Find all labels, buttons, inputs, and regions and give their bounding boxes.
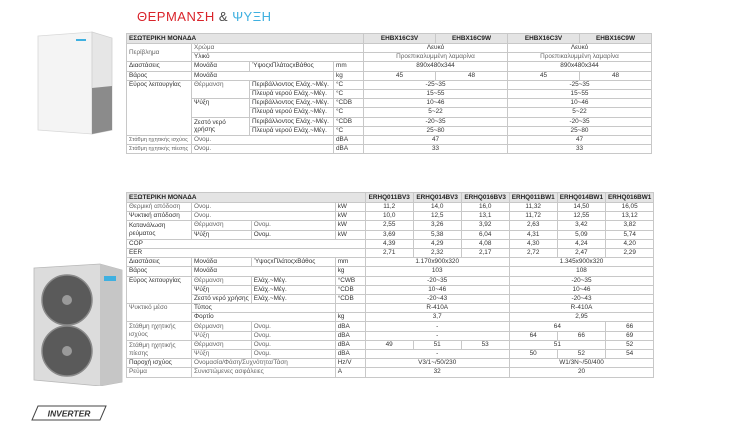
row-label: Στάθμη ηχητικής πίεσης (127, 340, 192, 358)
unit-label: °CWB (335, 276, 365, 285)
cell-value: 50 (509, 350, 557, 359)
sublabel-minmax: Ελάχ.~Μέγ. (295, 99, 329, 107)
model-label: ERHQ014BV3 (413, 193, 461, 203)
cell-value: -25~35 (364, 80, 508, 89)
cell-value: 66 (606, 322, 654, 331)
cell-value: 4,08 (461, 239, 509, 248)
row-sublabel: Χρώμα (192, 44, 364, 53)
cell-value: 5~22 (508, 108, 652, 117)
unit-label: °CDB (334, 117, 364, 126)
cell-value: W1/3N~/50/400 (509, 359, 654, 368)
outdoor-header: ΕΞΩΤΕΡΙΚΗ ΜΟΝΑΔΑ (127, 193, 366, 203)
cell-value: 5,38 (413, 230, 461, 239)
cell-value: -20~43 (509, 294, 654, 303)
row-sublabel: Ονομ. (251, 230, 335, 239)
row-sublabel: Ψύξη (192, 331, 252, 340)
cell-value: -20~35 (509, 276, 654, 285)
table-row (127, 62, 652, 71)
cell-value: 51 (413, 340, 461, 349)
table-row (127, 239, 654, 248)
cell-value: 3,92 (461, 221, 509, 230)
row-sublabel: Ζεστό νερό χρήσης (192, 294, 252, 303)
unit-label: A (335, 368, 365, 377)
row-label: Ρεύμα (127, 368, 192, 377)
row-sublabel: ΎψοςxΠλάτοςxΒάθος (251, 258, 335, 267)
row-sublabel: Ονομ. (251, 350, 335, 359)
unit-label: °CDB (335, 285, 365, 294)
sublabel-water: Πλευρά νερού (252, 126, 292, 134)
cell-value: 4,39 (365, 239, 413, 248)
table-row (127, 203, 654, 212)
sublabel-ambient: Περιβάλλοντος (252, 80, 295, 88)
cell-value: 52 (606, 340, 654, 349)
cell-value: 54 (606, 350, 654, 359)
cell-value: 4,30 (509, 239, 557, 248)
table-row (127, 248, 654, 257)
table-row (127, 135, 652, 144)
unit-label: dBA (335, 331, 365, 340)
cell-value: 16,05 (606, 203, 654, 212)
unit-label: dBA (334, 145, 364, 154)
cell-value: R-410A (509, 304, 654, 313)
cell-value: 69 (606, 331, 654, 340)
cell-value: 3,69 (365, 230, 413, 239)
model-label: EHBX16C3V (508, 34, 580, 44)
cell-value: Προεπικαλυμμένη λαμαρίνα (364, 53, 508, 62)
cell-value: 2,17 (461, 248, 509, 257)
cell-value: 15~55 (364, 89, 508, 98)
row-label: Στάθμη ηχητικής ισχύος (127, 135, 192, 144)
cell-value: 10~46 (364, 99, 508, 108)
model-label: ERHQ011BV3 (365, 193, 413, 203)
sublabel-water: Πλευρά νερού (252, 90, 292, 98)
row-sublabel: Ονομ. (251, 331, 335, 340)
cell-value: -20~35 (365, 276, 509, 285)
cell-value: 4,24 (557, 239, 605, 248)
cell-value: 3,26 (413, 221, 461, 230)
table-row (127, 340, 654, 349)
sublabel-water: Πλευρά νερού (252, 108, 292, 116)
cell-value: Προεπικαλυμμένη λαμαρίνα (508, 53, 652, 62)
cell-value: 108 (509, 267, 654, 276)
row-sublabel: Ονομ. (192, 145, 334, 154)
table-row (127, 368, 654, 377)
indoor-header: ΕΣΩΤΕΡΙΚΗ ΜΟΝΑΔΑ (127, 34, 364, 44)
row-label: Ψυκτικό μέσο (127, 304, 192, 322)
unit-label: °CDB (335, 294, 365, 303)
table-row (127, 44, 652, 53)
table-row (127, 285, 654, 294)
row-label: Θερμική απόδοση (127, 203, 192, 212)
cell-value: 3,42 (557, 221, 605, 230)
cell-value: 25~80 (508, 126, 652, 135)
unit-label: dBA (335, 340, 365, 349)
table-row (127, 212, 654, 221)
row-sublabel: Ονομ. (251, 322, 335, 331)
table-row (127, 331, 654, 340)
table-row (127, 53, 652, 62)
row-label: Παροχή ισχύος (127, 359, 192, 368)
table-row (127, 294, 654, 303)
row-sublabel: Θέρμανση (192, 276, 252, 285)
unit-label: dBA (334, 135, 364, 144)
cell-value: 14,50 (557, 203, 605, 212)
cell-value: 4,20 (606, 239, 654, 248)
row-sublabel: Μονάδα (192, 258, 252, 267)
cell-value: 48 (436, 71, 508, 80)
unit-label: kW (335, 221, 365, 230)
row-sublabel: Μονάδα (192, 71, 334, 80)
row-label: Βάρος (127, 71, 192, 80)
row-sublabel: Ψύξη (192, 99, 250, 117)
table-row (127, 304, 654, 313)
unit-label: mm (334, 62, 364, 71)
title-ampersand: & (214, 9, 233, 24)
cell-value: 2,71 (365, 248, 413, 257)
table-row (127, 71, 652, 80)
row-sublabel: Ονομ. (192, 203, 336, 212)
cell-value: 2,29 (606, 248, 654, 257)
cell-value: 64 (509, 331, 557, 340)
cell-value: 5~22 (364, 108, 508, 117)
cell-value: 3,7 (365, 313, 509, 322)
cell-value: 14,0 (413, 203, 461, 212)
outdoor-unit-image (30, 262, 125, 386)
cell-value: 4,31 (509, 230, 557, 239)
unit-label: °C (334, 126, 364, 135)
sublabel-minmax: Ελάχ.~Μέγ. (295, 117, 329, 125)
cell-value: 2,32 (413, 248, 461, 257)
table-row (127, 276, 654, 285)
outdoor-spec-table (126, 192, 654, 378)
cell-value: 5,74 (606, 230, 654, 239)
cell-value: 4,29 (413, 239, 461, 248)
row-label: Διαστάσεις (127, 258, 192, 267)
row-sublabel: Μονάδα (192, 267, 336, 276)
table-row (127, 258, 654, 267)
table-row (127, 221, 654, 230)
row-sublabel: Ψύξη (192, 230, 252, 239)
cell-value: 2,47 (557, 248, 605, 257)
unit-label: kg (335, 267, 365, 276)
cell-value: 32 (365, 368, 509, 377)
row-sublabel: Συνιστώμενες ασφάλειες (192, 368, 336, 377)
unit-label (335, 304, 365, 313)
cell-value: - (365, 350, 509, 359)
unit-label: kW (335, 230, 365, 239)
svg-text:INVERTER: INVERTER (47, 408, 91, 419)
cell-value: 47 (364, 135, 508, 144)
table-row (127, 145, 652, 154)
unit-label: dBA (335, 322, 365, 331)
row-label: Ψυκτική απόδοση (127, 212, 192, 221)
sublabel-minmax: Ελάχ.~Μέγ. (295, 80, 329, 88)
cell-value: 16,0 (461, 203, 509, 212)
sublabel-ambient: Περιβάλλοντος (252, 99, 295, 107)
cell-value: R-410A (365, 304, 509, 313)
sublabel-minmax: Ελάχ.~Μέγ. (293, 126, 327, 134)
cell-value: V3/1~/50/230 (365, 359, 509, 368)
cell-value: 66 (557, 331, 605, 340)
cell-value: - (365, 331, 509, 340)
cell-value: 13,1 (461, 212, 509, 221)
unit-label: dBA (335, 350, 365, 359)
model-label: EHBX16C9W (580, 34, 652, 44)
indoor-unit-image (30, 30, 118, 138)
cell-value: 53 (461, 340, 509, 349)
table-row (127, 267, 654, 276)
cell-value: 12,5 (413, 212, 461, 221)
model-label: EHBX16C3V (364, 34, 436, 44)
cell-value: 15~55 (508, 89, 652, 98)
cell-value: Λευκό (508, 44, 652, 53)
cell-value: 2,72 (509, 248, 557, 257)
row-sublabel: Θέρμανση (192, 221, 252, 230)
row-label: Στάθμη ηχητικής ισχύος (127, 322, 192, 340)
cell-value: 10,0 (365, 212, 413, 221)
cell-value: 25~80 (364, 126, 508, 135)
cell-value: -20~35 (508, 117, 652, 126)
table-row (127, 322, 654, 331)
cell-value: -20~35 (364, 117, 508, 126)
cell-value: 51 (509, 340, 605, 349)
cell-value: - (365, 322, 509, 331)
title-cooling: ΨΥΞΗ (232, 9, 272, 24)
title-heating: ΘΕΡΜΑΝΣΗ (137, 9, 215, 24)
cell-value: 890x480x344 (508, 62, 652, 71)
row-sublabel: Τύπος (192, 304, 336, 313)
row-label: Εύρος λειτουργίας (127, 276, 192, 304)
cell-value: 5,09 (557, 230, 605, 239)
cell-value: 13,12 (606, 212, 654, 221)
unit-label: kg (334, 71, 364, 80)
row-sublabel: Ψύξη (192, 350, 252, 359)
row-label: Στάθμη ηχητικής πίεσης (127, 145, 192, 154)
row-sublabel: Ελάχ.~Μέγ. (251, 294, 335, 303)
table-row (127, 99, 652, 108)
row-sublabel: Φορτίο (192, 313, 336, 322)
unit-label: kW (335, 212, 365, 221)
cell-value: 3,82 (606, 221, 654, 230)
cell-value: 33 (364, 145, 508, 154)
cell-value: 2,95 (509, 313, 654, 322)
cell-value: 10~46 (509, 285, 654, 294)
model-label: ERHQ014BW1 (557, 193, 605, 203)
unit-label: kW (335, 203, 365, 212)
row-sublabel: Μονάδα (192, 62, 250, 71)
table-row (127, 193, 654, 203)
cell-value: 2,63 (509, 221, 557, 230)
row-sublabel: Ονομ. (251, 340, 335, 349)
sublabel-ambient: Περιβάλλοντος (252, 117, 295, 125)
row-sublabel: Ονομασία/Φάση/Συχνότητα/Τάση (192, 359, 336, 368)
cell-value: 890x480x344 (364, 62, 508, 71)
row-sublabel: Ονομ. (251, 221, 335, 230)
row-sublabel: Ψύξη (192, 285, 252, 294)
table-row (127, 350, 654, 359)
unit-label: kg (335, 313, 365, 322)
table-row (127, 34, 652, 44)
table-row (127, 359, 654, 368)
unit-label: °C (334, 80, 364, 89)
row-sublabel: Ελάχ.~Μέγ. (251, 285, 335, 294)
model-label: ERHQ016BV3 (461, 193, 509, 203)
table-row (127, 313, 654, 322)
cell-value: 2,55 (365, 221, 413, 230)
cell-value: 20 (509, 368, 654, 377)
unit-label: °C (334, 89, 364, 98)
cell-value: 45 (364, 71, 436, 80)
sublabel-minmax: Ελάχ.~Μέγ. (293, 108, 327, 116)
row-sublabel: Θέρμανση (192, 340, 252, 349)
cell-value: 10~46 (508, 99, 652, 108)
row-label: Διαστάσεις (127, 62, 192, 71)
cell-value: 11,72 (509, 212, 557, 221)
row-sublabel: Θέρμανση (192, 80, 250, 98)
cell-value: 12,55 (557, 212, 605, 221)
row-label: Εύρος λειτουργίας (127, 80, 192, 135)
page-title (137, 9, 272, 24)
unit-label: mm (335, 258, 365, 267)
row-label: Περίβλημα (127, 44, 192, 62)
row-sublabel: ΎψοςxΠλάτοςxΒάθος (250, 62, 334, 71)
unit-label: Hz/V (335, 359, 365, 368)
table-row (127, 117, 652, 126)
row-sublabel: Ονομ. (192, 135, 334, 144)
model-label: EHBX16C9W (436, 34, 508, 44)
cell-value: 45 (508, 71, 580, 80)
cell-value: 11,32 (509, 203, 557, 212)
cell-value: 6,04 (461, 230, 509, 239)
cell-value: -20~43 (365, 294, 509, 303)
row-label: Κατανάλωση ρεύματος (127, 221, 192, 239)
cell-value: 10~46 (365, 285, 509, 294)
indoor-spec-table (126, 33, 652, 154)
row-label: EER (127, 248, 366, 257)
cell-value: 64 (509, 322, 605, 331)
model-label: ERHQ016BW1 (606, 193, 654, 203)
unit-label: °C (334, 108, 364, 117)
row-sublabel: Ελάχ.~Μέγ. (251, 276, 335, 285)
cell-value: 1.170x900x320 (365, 258, 509, 267)
unit-label: °CDB (334, 99, 364, 108)
cell-value: 33 (508, 145, 652, 154)
cell-value: -25~35 (508, 80, 652, 89)
row-sublabel: Θέρμανση (192, 322, 252, 331)
inverter-logo (30, 405, 110, 421)
cell-value: 48 (580, 71, 652, 80)
row-sublabel: Υλικό (192, 53, 364, 62)
cell-value: 52 (557, 350, 605, 359)
row-label: Βάρος (127, 267, 192, 276)
row-sublabel: Ονομ. (192, 212, 336, 221)
row-label: COP (127, 239, 366, 248)
row-sublabel: Ζεστό νερό χρήσης (192, 117, 250, 135)
table-row (127, 230, 654, 239)
cell-value: Λευκό (364, 44, 508, 53)
cell-value: 47 (508, 135, 652, 144)
cell-value: 103 (365, 267, 509, 276)
model-label: ERHQ011BW1 (509, 193, 557, 203)
sublabel-minmax: Ελάχ.~Μέγ. (293, 90, 327, 98)
cell-value: 11,2 (365, 203, 413, 212)
table-row (127, 80, 652, 89)
cell-value: 49 (365, 340, 413, 349)
cell-value: 1.345x900x320 (509, 258, 654, 267)
